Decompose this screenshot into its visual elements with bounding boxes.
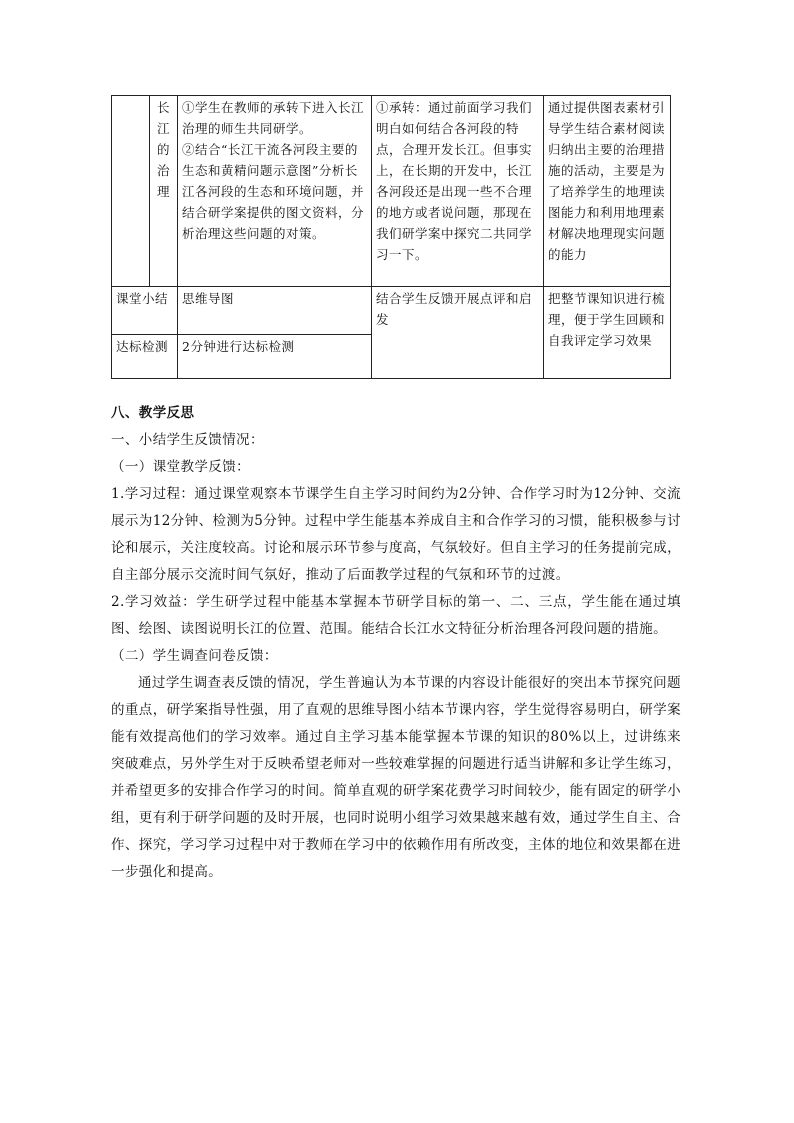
student-activity-cell: 思维导图: [178, 287, 372, 335]
student-activity-item-2: ②结合“长江干流各河段主要的生态和黄精问题示意图”分析长江各河段的生态和环境问题，并结合研学案提供的图文资料，分析治理这些问题的对策。: [182, 142, 365, 241]
teacher-activity-cell: 结合学生反馈开展点评和启发: [372, 287, 544, 379]
student-activity-cell: [178, 96, 372, 287]
subheading-classroom-feedback: （一）课堂教学反馈：: [111, 459, 250, 475]
segment-label-class-summary: 课堂小结: [112, 287, 178, 335]
table-row-class-summary: [112, 287, 671, 335]
student-activity-cell: 2分钟进行达标检测: [178, 335, 372, 379]
paragraph-learning-benefit: 2.学习效益：学生研学过程中能基本掌握本节研学目标的第一、二、三点，学生能在通过填图、绘图、读图说明长江的位置、范围。能结合长江水文特征分析治理各河段问题的措施。: [111, 594, 681, 637]
subheading-survey-feedback: （二）学生调查问卷反馈：: [111, 648, 278, 664]
section-heading: 八、教学反思: [111, 405, 195, 421]
segment-label-yangtze-governance: 长江的治理: [150, 96, 178, 287]
table-cell-blank: [112, 96, 150, 287]
teacher-activity-cell: ①承转：通过前面学习我们明白如何结合各河段的特点，合理开发长江。但事实上，在长期的开发中，长江各河段还是出现一些不合理的地方或者说问题，那现在我们研学案中探究二共同学习一下。: [372, 96, 544, 287]
paragraph-survey-feedback: 通过学生调查表反馈的情况，学生普遍认为本节课的内容设计能很好的突出本节探究问题的重点，研学案指导性强，用了直观的思维导图小结本节课内容，学生觉得容易明白，研学案能有效提高他们的学习效率。通过自主学习基本能掌握本节课的知识的80%以上，过讲练来突破难点，另外学生对于反映希望老师对一些较难掌握的问题进行适当讲解和多让学生练习，并希望更多的安排合作学习的时间。简单直观的研学案花费学习时间较少，能有固定的研学小组，更有利于研学问题的及时开展，也同时说明小组学习效果越来越有效，通过学生自主、合作、探究，学习学习过程中对于教师在学习中的依赖作用有所改变，主体的地位和效果都在进一步强化和提高。: [111, 675, 681, 880]
table-row-yangtze-governance: [112, 96, 671, 287]
design-intent-cell: 把整节课知识进行梳理，便于学生回顾和自我评定学习效果: [544, 287, 671, 379]
segment-label-target-test: 达标检测: [112, 335, 178, 379]
subheading-feedback-summary: 一、小结学生反馈情况：: [111, 432, 264, 448]
teaching-reflection-section: [111, 400, 681, 886]
design-intent-cell: 通过提供图表素材引导学生结合素材阅读归纳出主要的治理措施的活动，主要是为了培养学生的地理读图能力和利用地理素材解决地理现实问题的能力: [544, 96, 671, 287]
lesson-plan-table: [111, 95, 671, 379]
paragraph-learning-process: 1.学习过程：通过课堂观察本节课学生自主学习时间约为2分钟、合作学习时为12分钟、交流展示为12分钟、检测为5分钟。过程中学生能基本养成自主和合作学习的习惯，能积极参与讨论和展示，关注度较高。讨论和展示环节参与度高，气氛较好。但自主学习的任务提前完成，自主部分展示交流时间气氛好，推动了后面教学过程的气氛和环节的过渡。: [111, 486, 681, 583]
student-activity-item-1: ①学生在教师的承转下进入长江治理的师生共同研学。: [182, 100, 365, 136]
